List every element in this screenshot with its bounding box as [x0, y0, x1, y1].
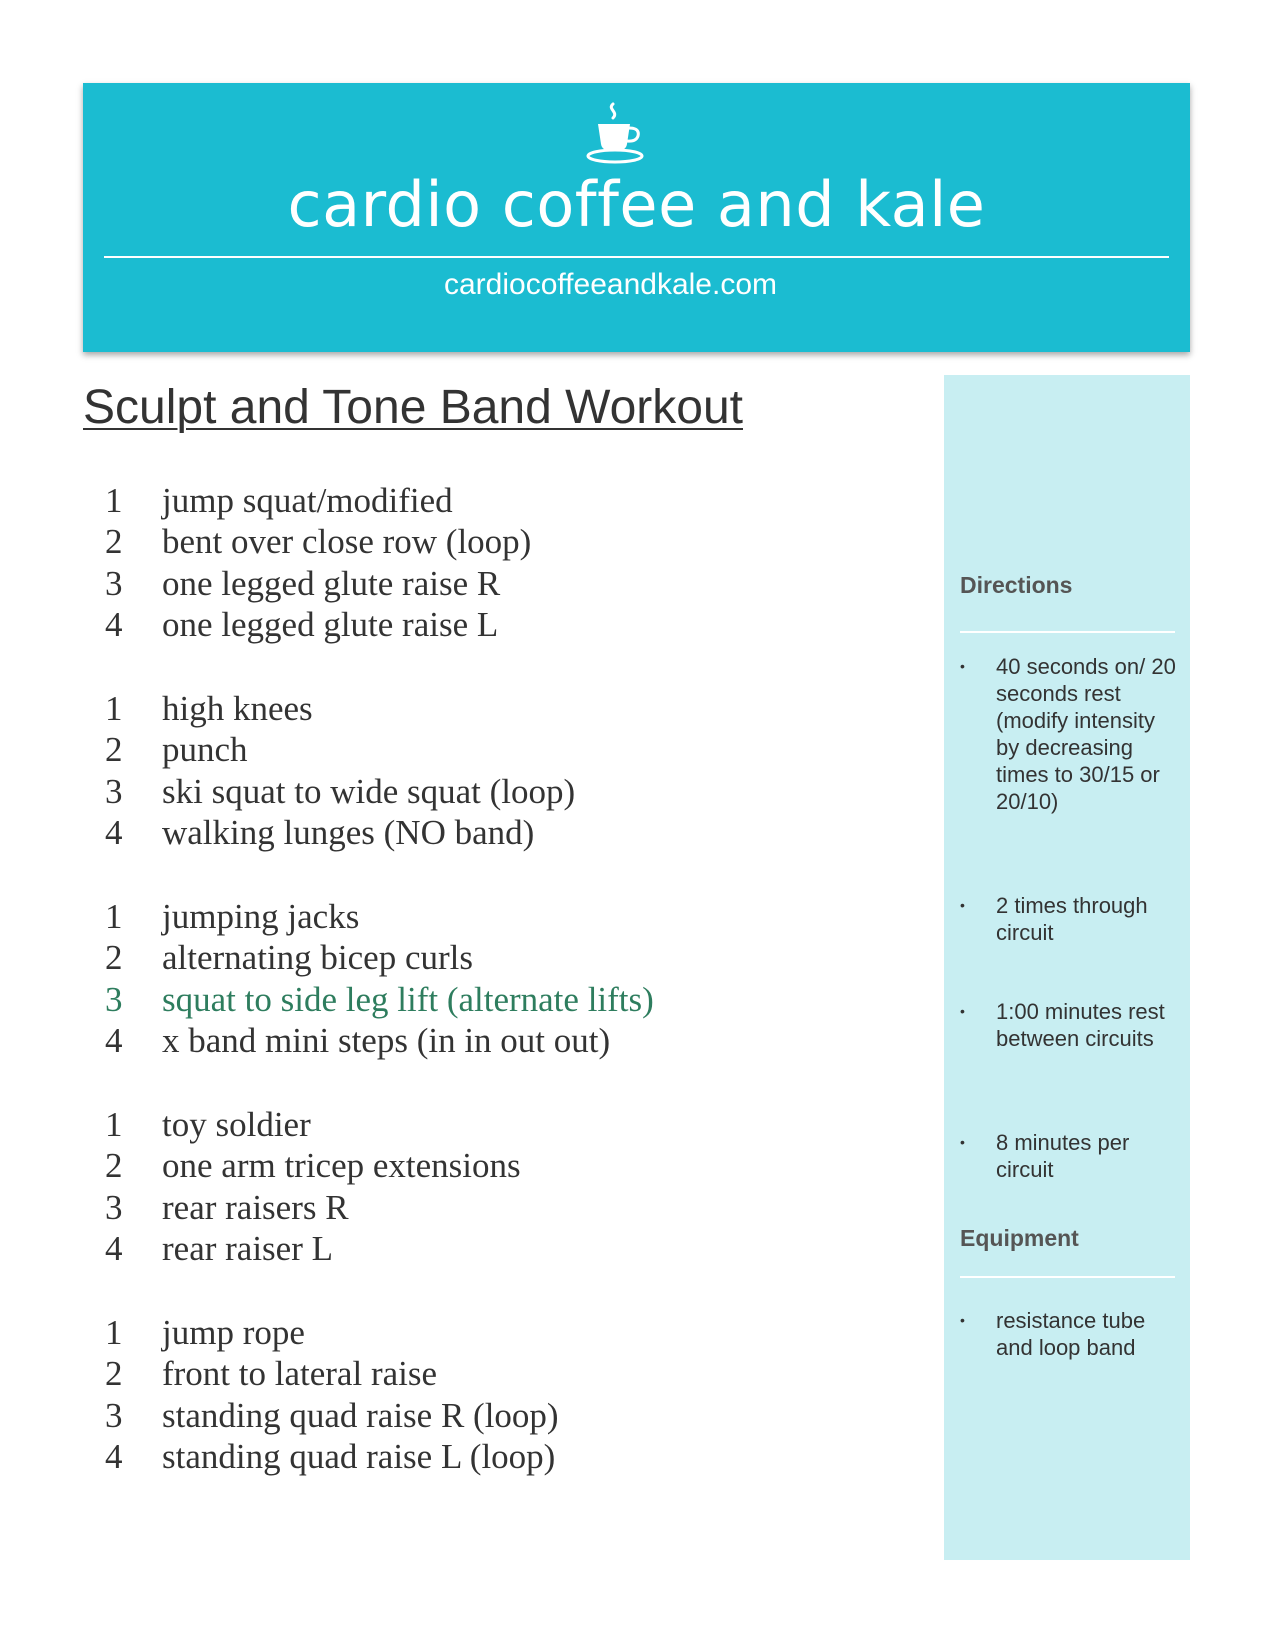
exercise-row: [100, 1146, 920, 1188]
exercise-name: rear raisers R: [162, 1187, 349, 1227]
circuit-4: [100, 1104, 920, 1312]
exercise-row: [100, 938, 920, 980]
exercise-name: high knees: [162, 688, 313, 728]
bullet-icon: •: [960, 897, 965, 913]
exercise-row: [100, 813, 920, 855]
exercise-number: 3: [105, 771, 123, 811]
direction-text: 2 times through circuit: [996, 893, 1148, 945]
sidebar-panel: [944, 375, 1190, 1560]
exercise-row-highlighted: [100, 979, 920, 1021]
page-title: Sculpt and Tone Band Workout: [83, 381, 743, 434]
exercise-number: 3: [105, 1187, 123, 1227]
exercise-name: squat to side leg lift (alternate lifts): [162, 979, 654, 1019]
circuit-list: [100, 480, 920, 1520]
brand-url[interactable]: cardiocoffeeandkale.com: [444, 268, 777, 301]
equipment-heading: Equipment: [960, 1225, 1079, 1251]
exercise-name: one legged glute raise R: [162, 563, 501, 603]
direction-item: [960, 892, 1180, 946]
exercise-row: [100, 1021, 920, 1063]
exercise-name: jump squat/modified: [162, 480, 453, 520]
direction-text: 8 minutes per circuit: [996, 1130, 1130, 1182]
exercise-number: 1: [105, 896, 123, 936]
directions-divider: [960, 631, 1175, 633]
exercise-number: 4: [105, 1437, 123, 1477]
exercise-number: 1: [105, 1104, 123, 1144]
direction-item: [960, 998, 1180, 1052]
exercise-row: [100, 688, 920, 730]
exercise-number: 1: [105, 688, 123, 728]
exercise-number: 4: [105, 605, 123, 645]
equipment-text: resistance tube and loop band: [996, 1308, 1146, 1360]
exercise-name: front to lateral raise: [162, 1354, 438, 1394]
exercise-number: 4: [105, 813, 123, 853]
direction-text: 40 seconds on/ 20 seconds rest (modify intensity by decreasing times to 30/15 or 20/10): [996, 654, 1176, 814]
exercise-name: standing quad raise L (loop): [162, 1437, 556, 1477]
exercise-row: [100, 1437, 920, 1479]
circuit-5: [100, 1312, 920, 1520]
exercise-row: [100, 1312, 920, 1354]
equipment-item: [960, 1307, 1180, 1361]
exercise-number: 1: [105, 480, 123, 520]
exercise-name: x band mini steps (in in out out): [162, 1021, 611, 1061]
exercise-name: punch: [162, 730, 248, 770]
exercise-name: toy soldier: [162, 1104, 311, 1144]
exercise-row: [100, 1395, 920, 1437]
direction-text: 1:00 minutes rest between circuits: [996, 999, 1165, 1051]
bullet-icon: •: [960, 658, 965, 674]
exercise-name: one legged glute raise L: [162, 605, 499, 645]
direction-item: [960, 653, 1180, 815]
exercise-number: 1: [105, 1312, 123, 1352]
bullet-icon: •: [960, 1312, 965, 1328]
bullet-icon: •: [960, 1003, 965, 1019]
exercise-name: jumping jacks: [162, 896, 360, 936]
exercise-name: rear raiser L: [162, 1229, 333, 1269]
exercise-row: [100, 605, 920, 647]
exercise-name: ski squat to wide squat (loop): [162, 771, 576, 811]
exercise-name: standing quad raise R (loop): [162, 1395, 559, 1435]
exercise-number: 4: [105, 1229, 123, 1269]
direction-item: [960, 1129, 1180, 1183]
brand-title: cardio coffee and kale: [287, 168, 986, 241]
circuit-3: [100, 896, 920, 1104]
circuit-2: [100, 688, 920, 896]
exercise-row: [100, 730, 920, 772]
exercise-number: 3: [105, 563, 123, 603]
exercise-name: jump rope: [162, 1312, 305, 1352]
exercise-row: [100, 896, 920, 938]
exercise-row: [100, 771, 920, 813]
exercise-row: [100, 522, 920, 564]
exercise-name: bent over close row (loop): [162, 522, 532, 562]
exercise-row: [100, 1229, 920, 1271]
exercise-name: one arm tricep extensions: [162, 1146, 521, 1186]
exercise-number: 2: [105, 1146, 123, 1186]
directions-heading: Directions: [960, 572, 1073, 598]
exercise-number: 2: [105, 938, 123, 978]
exercise-number: 2: [105, 730, 123, 770]
bullet-icon: •: [960, 1134, 965, 1150]
exercise-name: walking lunges (NO band): [162, 813, 535, 853]
exercise-number: 3: [105, 979, 123, 1019]
coffee-cup-icon: [580, 100, 650, 166]
exercise-number: 2: [105, 522, 123, 562]
exercise-number: 3: [105, 1395, 123, 1435]
exercise-name: alternating bicep curls: [162, 938, 473, 978]
exercise-row: [100, 1187, 920, 1229]
circuit-1: [100, 480, 920, 688]
exercise-row: [100, 1354, 920, 1396]
header-divider: [104, 256, 1169, 258]
equipment-divider: [960, 1276, 1175, 1278]
exercise-row: [100, 480, 920, 522]
exercise-number: 2: [105, 1354, 123, 1394]
exercise-row: [100, 1104, 920, 1146]
exercise-number: 4: [105, 1021, 123, 1061]
exercise-row: [100, 563, 920, 605]
